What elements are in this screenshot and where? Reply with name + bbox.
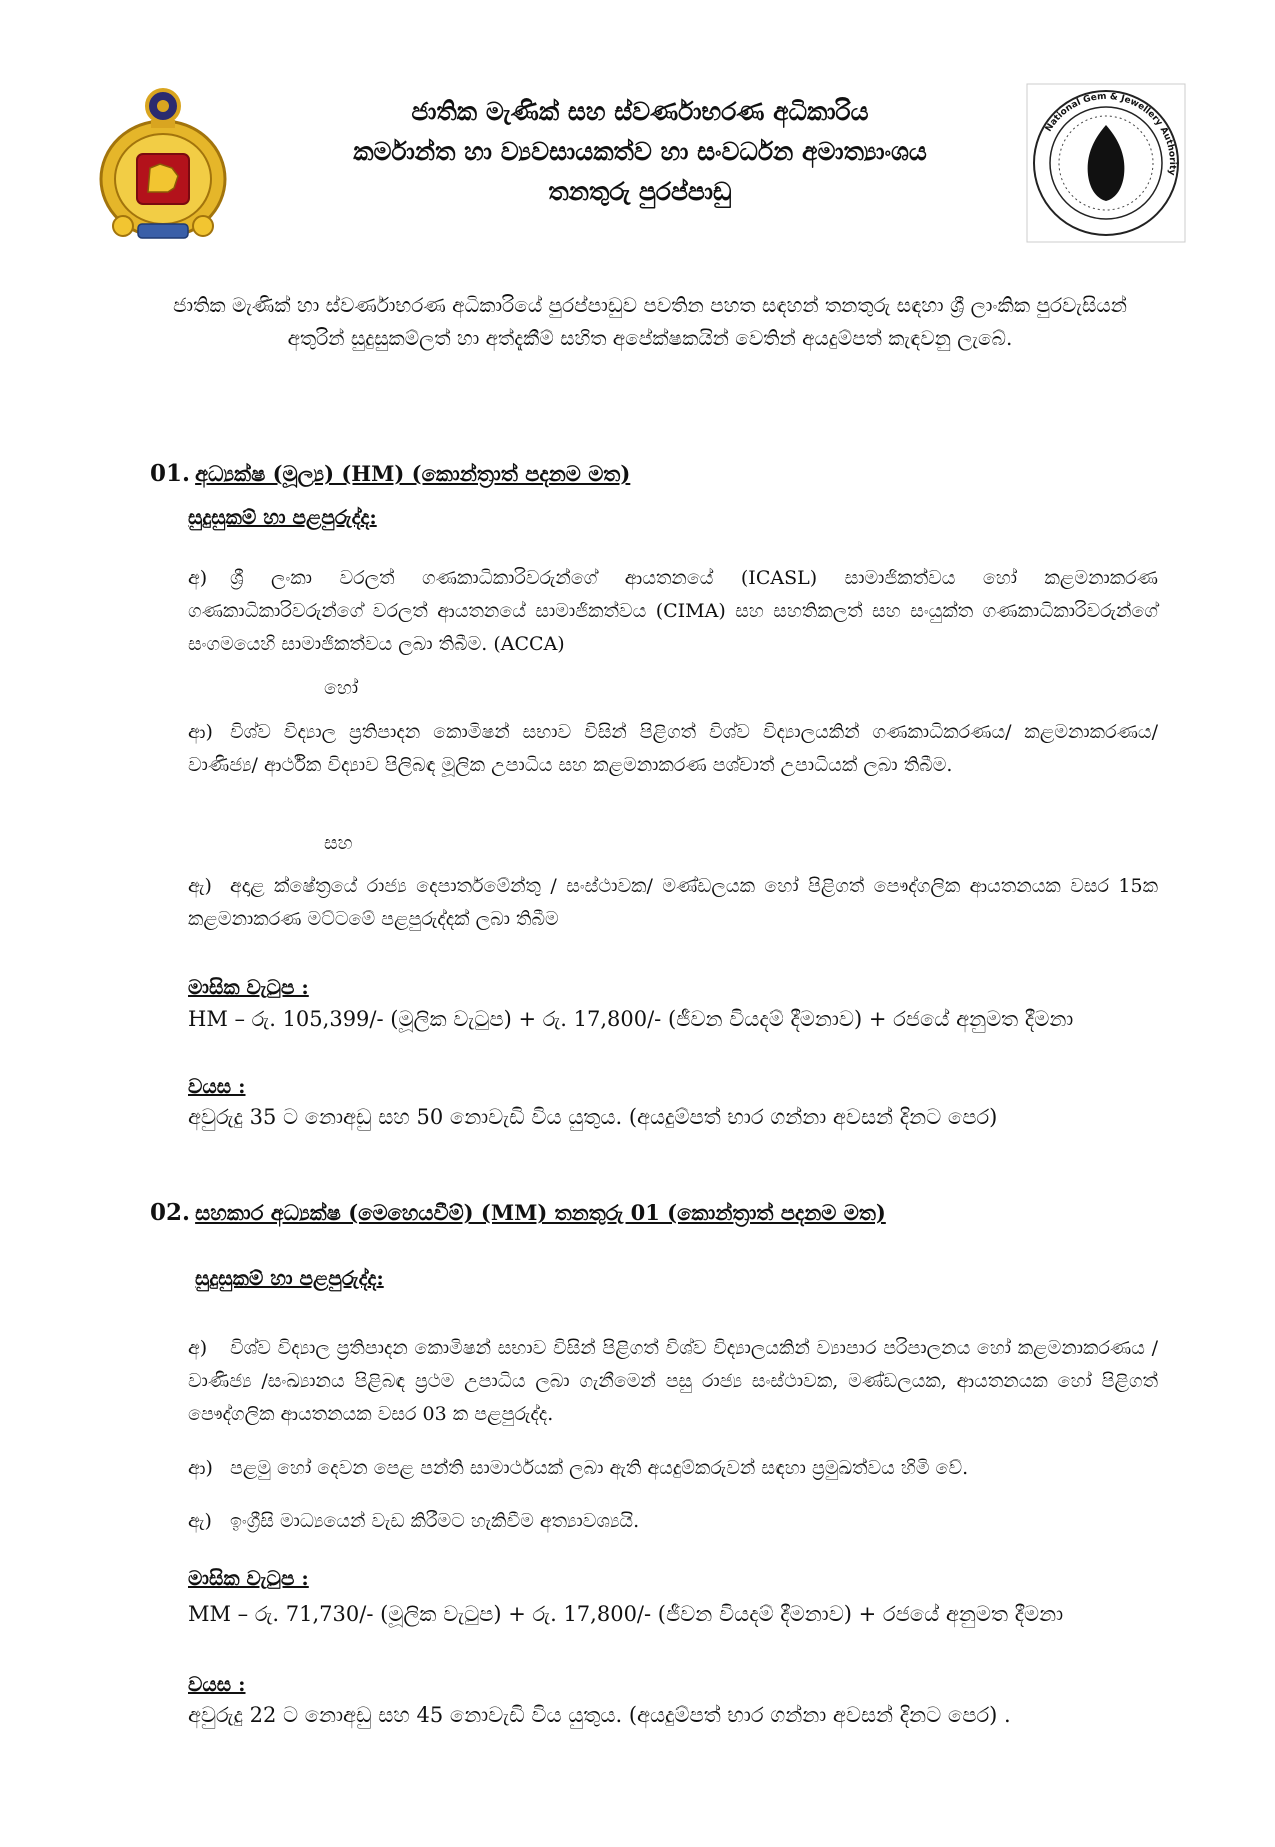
section-02-age: අවුරුදු 22 ට නොඅඩු සහ 45 නොවැඩි විය යුතුය. (අයදුම්පත් භාර ගන්නා අවසන් දිනට පෙර) . bbox=[188, 1703, 1011, 1727]
section-01-salary-heading: මාසික වැටුප : bbox=[188, 975, 309, 999]
item-label: ආ) bbox=[188, 721, 213, 743]
item-text: විශ්ව විද්‍යාල ප්‍රතිපාදන කොමිෂන් සභාව විසින් පිළිගත් විශ්ව විද්‍යාලයකින් ගණකාධිකරණය/ කළමනාකරණය/ වාණිජ්‍ය/ ආර්ථික විද්‍යාව පිලිබඳ මූලික උපාධිය සහ කළමනාකරණ පශ්චාත් උපාධියක් ලබා තිබීම. bbox=[188, 721, 1158, 776]
section-01-item-ae bbox=[188, 870, 1158, 936]
section-01-age: අවුරුදු 35 ට නොඅඩු සහ 50 නොවැඩි විය යුතුය. (අයදුම්පත් භාර ගන්නා අවසන් දිනට පෙර) bbox=[188, 1105, 998, 1129]
item-text: ඉංග්‍රීසි මාධ්‍යයෙන් වැඩ කිරීමට හැකිවීම අත්‍යාවශ්‍යයි. bbox=[230, 1510, 640, 1532]
item-label: අ) bbox=[188, 1337, 208, 1359]
section-01-qual-heading: සුදුසුකම් හා පළපුරුද්ද: bbox=[188, 505, 377, 529]
section-01-item-aa bbox=[188, 716, 1158, 782]
item-label: අ) bbox=[188, 567, 208, 589]
section-01-title: අධ්‍යක්ෂ (මූල්‍ය) (HM) (කොන්ත්‍රාත් පදනම මත) bbox=[195, 461, 631, 486]
section-01-connector-and: සහ bbox=[324, 832, 353, 854]
intro-paragraph: ජාතික මැණික් හා ස්වර්ණාභරණ අධිකාරියේ පුරප්පාඩුව පවතින පහත සඳහන් තනතුරු සඳහා ශ්‍රී ලාංකික පුරවැසියන් අතුරින් සුදුසුකම්ලත් හා අත්දැකීම් සහිත අපේක්ෂකයින් වෙතින් අයදුම්පත් කැඳවනු ලැබේ. bbox=[172, 293, 1127, 350]
section-01-age-heading: වයස : bbox=[188, 1074, 246, 1098]
item-text: පළමු හෝ දෙවන පෙළ පන්ති සාමාර්ථයක් ලබා ඇති අයදුම්කරුවන් සඳහා ප්‍රමුඛත්වය හිමි වේ. bbox=[230, 1457, 969, 1479]
seal-text: National Gem & Jewellery Authority bbox=[1043, 91, 1178, 176]
section-02-age-heading: වයස : bbox=[188, 1672, 246, 1696]
item-label: ඇ) bbox=[188, 875, 212, 897]
section-02-qual-heading: සුදුසුකම් හා පළපුරුද්ද: bbox=[195, 1266, 384, 1290]
section-02-salary-heading: මාසික වැටුප : bbox=[188, 1566, 309, 1590]
section-01-heading bbox=[150, 460, 1150, 487]
section-01-salary: HM – රු. 105,399/- (මූලික වැටුප) + රු. 17,800/- (ජීවන වියදම් දීමනාව) + රජයේ අනුමත දීමනා bbox=[188, 1007, 1074, 1031]
section-02-number: 02. bbox=[150, 1199, 191, 1226]
seal-icon bbox=[1026, 83, 1186, 243]
section-02-item-a bbox=[188, 1332, 1158, 1431]
vacancies-title: තනතුරු පුරප්පාඩු bbox=[548, 177, 732, 206]
ministry-title: කර්මාන්ත හා ව්‍යවසායකත්ව හා සංවර්ධන අමාත්‍යාංශය bbox=[353, 137, 927, 166]
section-02-salary: MM – රු. 71,730/- (මූලික වැටුප) + රු. 17,800/- (ජීවන වියදම් දීමනාව) + රජයේ අනුමත දීමනා bbox=[188, 1602, 1064, 1626]
section-01-number: 01. bbox=[150, 460, 191, 487]
item-text: ශ්‍රී ලංකා වරලත් ගණකාධිකාරිවරුන්ගේ ආයතනයේ (ICASL) සාමාජිකත්වය හෝ කළමනාකරණ ගණකාධිකාරිවරුන්ගේ වරලත් ආයතනයේ සාමාජිකත්වය (CIMA) සහ සහතිකලත් සහ සංයුක්ත ගණකාධිකාරිවරුන්ගේ සංගමයෙහි සාමාජිකත්වය ලබා තිබීම. (ACCA) bbox=[188, 567, 1158, 655]
section-02-heading bbox=[150, 1199, 1200, 1226]
item-text: විශ්ව විද්‍යාල ප්‍රතිපාදන කොමිෂන් සභාව විසින් පිළිගත් විශ්ව විද්‍යාලයකින් ව්‍යාපාර පරිපාලනය හෝ කළමනාකරණය / වාණිජ්‍ය /සංඛ්‍යානය පිළිබඳ ප්‍රථම උපාධිය ලබා ගැනීමෙන් පසු රාජ්‍ය සංස්ථාවක, මණ්ඩලයක, ආයතනයක හෝ පිළිගත් පෞද්ගලික ආයතනයක වසර 03 ක පළපුරුද්ද. bbox=[188, 1337, 1158, 1425]
section-01-item-a bbox=[188, 562, 1158, 661]
ngja-seal bbox=[1026, 83, 1186, 243]
org-title: ජාතික මැණික් සහ ස්වර්ණාභරණ අධිකාරිය bbox=[411, 97, 869, 126]
item-label: ඇ) bbox=[188, 1510, 212, 1532]
section-02-item-aa bbox=[188, 1452, 1158, 1485]
emblem-icon bbox=[88, 84, 238, 244]
item-text: අදාළ ක්ෂේත්‍රයේ රාජ්‍ය දෙපාර්තමේන්තු / සංස්ථාවක/ මණ්ඩලයක හෝ පිළිගත් පෞද්ගලික ආයතනයක වසර 15ක කළමනාකරණ මට්ටමේ පළපුරුද්දක් ලබා තිබීම bbox=[188, 875, 1158, 930]
item-label: ආ) bbox=[188, 1457, 213, 1479]
sri-lanka-emblem bbox=[88, 84, 238, 244]
section-02-title: සහකාර අධ්‍යක්ෂ (මෙහෙයවීම්) (MM) තනතුරු 01 (කොන්ත්‍රාත් පදනම මත) bbox=[195, 1200, 886, 1225]
section-01-connector-or: හෝ bbox=[324, 677, 359, 699]
section-02-item-ae bbox=[188, 1505, 1158, 1538]
